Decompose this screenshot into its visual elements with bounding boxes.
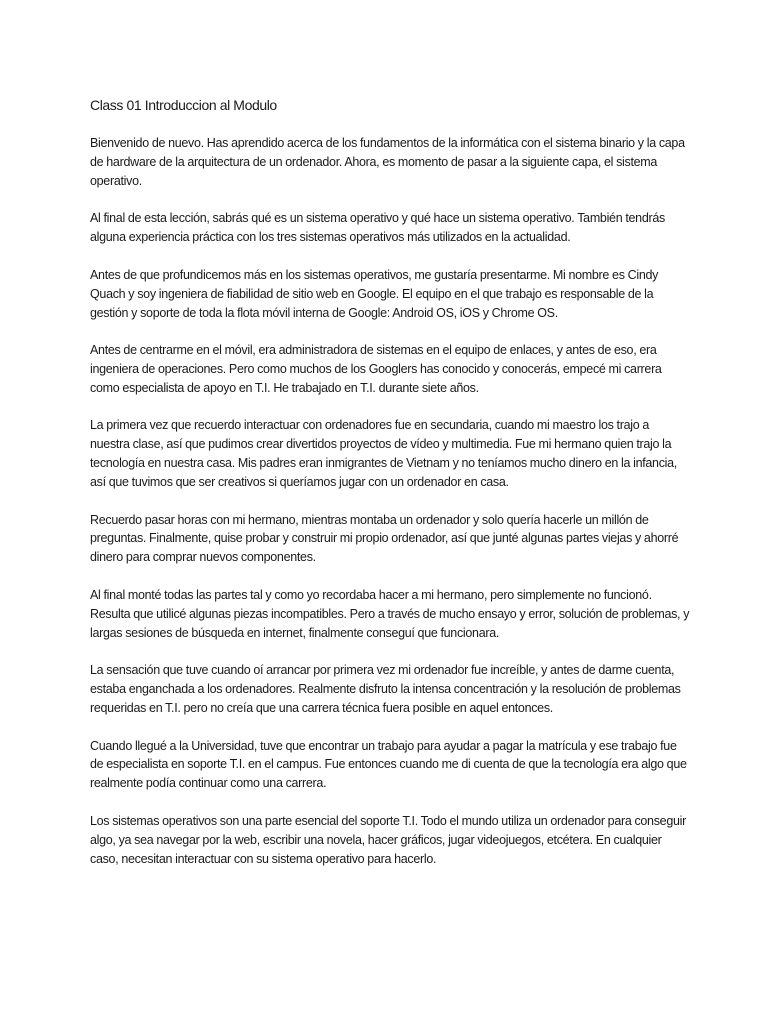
paragraph-career-path: Antes de centrarme en el móvil, era administradora de sistemas en el equipo de enlaces, y antes de eso, era ingeniera de operaciones. Pero como muchos de los Googlers has conocido y conocerás, empecé mi carrera como especialista de apoyo en T.I. He trabajado en T.I. durante siete años. [90, 343, 662, 395]
paragraph-welcome: Bienvenido de nuevo. Has aprendido acerca de los fundamentos de la informática con el sistema binario y la capa de hardware de la arquitectura de un ordenador. Ahora, es momento de pasar a la siguiente capa, el sistema operativo. [90, 136, 685, 188]
paragraph-university: Cuando llegué a la Universidad, tuve que encontrar un trabajo para ayudar a pagar la matrícula y ese trabajo fue de especialista en soporte T.I. en el campus. Fue entonces cuando me di cuenta de que la tecnología era algo que realmente podía continuar como una carrera. [90, 738, 687, 791]
page-title: Class 01 Introduccion al Modulo [90, 97, 277, 113]
document-page [90, 96, 690, 887]
paragraph-building-computer: Recuerdo pasar horas con mi hermano, mientras montaba un ordenador y solo quería hacerle un millón de preguntas. Finalmente, quise probar y construir mi propio ordenador, así que junté algunas partes viejas y ahorré dinero para comprar nuevos componentes. [90, 512, 679, 565]
paragraph-first-computer: La primera vez que recuerdo interactuar con ordenadores fue en secundaria, cuando mi maestro los trajo a nuestra clase, así que pudimos crear divertidos proyectos de vídeo y multimedia. Fue mi hermano quien trajo la tecnología en nuestra casa. Mis padres eran inmigrantes de Vietnam y no teníamos mucho dinero en la infancia, así que tuvimos que ser creativos si queríamos jugar con un ordenador en casa. [90, 418, 677, 490]
paragraph-hooked: La sensación que tuve cuando oí arrancar por primera vez mi ordenador fue increíble, y antes de darme cuenta, estaba enganchada a los ordenadores. Realmente disfruto la intensa concentración y la resolución de problemas requeridas en T.I. pero no creía que una carrera técnica fuera posible en aquel entonces. [90, 663, 681, 715]
paragraph-lesson-goals: Al final de esta lección, sabrás qué es un sistema operativo y qué hace un sistema operativo. También tendrás alguna experiencia práctica con los tres sistemas operativos más utilizados en la actualidad. [90, 211, 665, 245]
paragraph-operating-systems: Los sistemas operativos son una parte esencial del soporte T.I. Todo el mundo utiliza un ordenador para conseguir algo, ya sea navegar por la web, escribir una novela, hacer gráficos, jugar videojuegos, etcétera. En cualquier caso, necesitan interactuar con su sistema operativo para hacerlo. [90, 813, 686, 866]
paragraph-trial-and-error: Al final monté todas las partes tal y como yo recordaba hacer a mi hermano, pero simplemente no funcionó. Resulta que utilicé algunas piezas incompatibles. Pero a través de mucho ensayo y error, solución de problemas, y largas sesiones de búsqueda en internet, finalmente conseguí que funcionara. [90, 587, 690, 640]
paragraph-introduction: Antes de que profundicemos más en los sistemas operativos, me gustaría presentarme. Mi nombre es Cindy Quach y soy ingeniera de fiabilidad de sitio web en Google. El equipo en el que trabajo es responsable de la gestión y soporte de toda la flota móvil interna de Google: Android OS, iOS y Chrome OS. [90, 267, 659, 320]
